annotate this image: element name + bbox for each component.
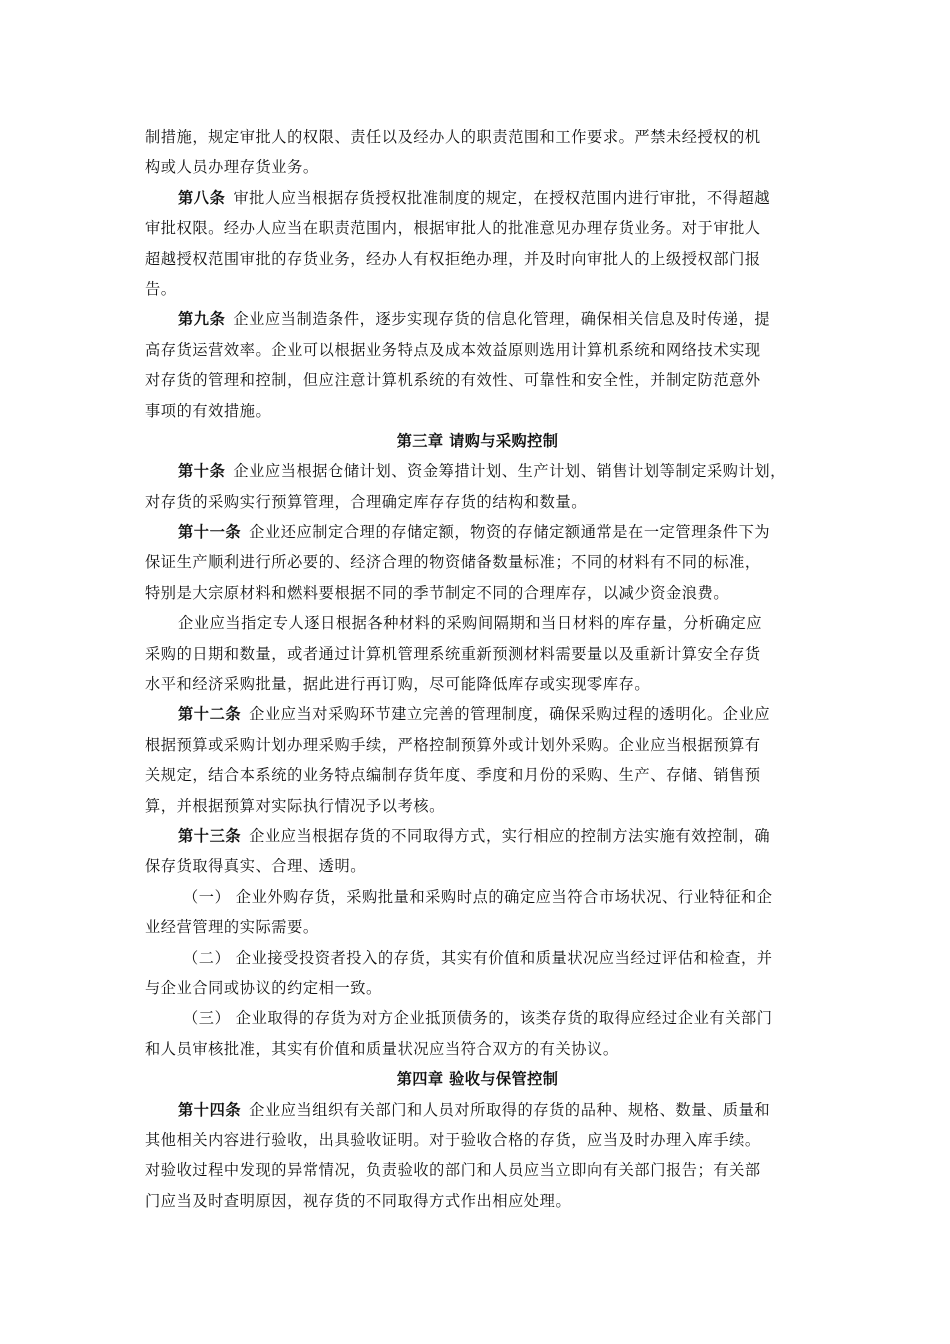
text-line xyxy=(145,1186,810,1216)
text-line xyxy=(145,669,810,699)
line-text: 企业应当指定专人逐日根据各种材料的采购间隔期和当日材料的库存量，分析确定应 xyxy=(178,614,763,633)
text-line xyxy=(145,912,810,942)
line-text: 对存货的采购实行预算管理，合理确定库存存货的结构和数量。 xyxy=(145,492,588,511)
article-paragraph xyxy=(145,304,810,426)
text-line xyxy=(145,639,810,669)
article-number: 第十二条 xyxy=(178,705,242,724)
document-page xyxy=(145,122,810,1216)
text-line xyxy=(145,821,810,851)
article-paragraph xyxy=(145,456,810,517)
line-text: 审批权限。经办人应当在职责范围内，根据审批人的批准意见办理存货业务。对于审批人 xyxy=(145,219,761,238)
text-line xyxy=(145,973,810,1003)
line-text: （一） 企业外购存货，采购批量和采购时点的确定应当符合市场状况、行业特征和企 xyxy=(183,887,773,906)
line-text: 企业应当根据仓储计划、资金筹措计划、生产计划、销售计划等制定采购计划， xyxy=(233,462,786,481)
line-text: 对验收过程中发现的异常情况，负责验收的部门和人员应当立即向有关部门报告；有关部 xyxy=(145,1161,761,1180)
article-number: 第十四条 xyxy=(178,1100,242,1119)
article-paragraph xyxy=(145,183,810,305)
text-line xyxy=(145,396,810,426)
chapter-heading xyxy=(145,1064,810,1094)
line-text: 超越授权范围审批的存货业务，经办人有权拒绝办理，并及时向审批人的上级授权部门报 xyxy=(145,249,761,268)
article-number: 第十条 xyxy=(178,462,226,481)
line-text: 企业应当对采购环节建立完善的管理制度，确保采购过程的透明化。企业应 xyxy=(249,705,771,724)
text-line xyxy=(145,1095,810,1125)
line-text: 保证生产顺利进行所必要的、经济合理的物资储备数量标准；不同的材料有不同的标准， xyxy=(145,553,761,572)
article-number: 第九条 xyxy=(178,310,226,329)
article-paragraph xyxy=(145,699,810,821)
paragraph xyxy=(145,882,810,943)
line-text: 审批人应当根据存货授权批准制度的规定，在授权范围内进行审批，不得超越 xyxy=(233,188,771,207)
text-line xyxy=(145,365,810,395)
text-line xyxy=(145,152,810,182)
line-text: 企业应当组织有关部门和人员对所取得的存货的品种、规格、数量、质量和 xyxy=(249,1100,771,1119)
text-line xyxy=(145,608,810,638)
line-text: 告。 xyxy=(145,279,177,298)
text-line xyxy=(145,943,810,973)
text-line xyxy=(145,213,810,243)
line-text: （二） 企业接受投资者投入的存货，其实有价值和质量状况应当经过评估和检查，并 xyxy=(183,948,773,967)
paragraph xyxy=(145,122,810,183)
text-line xyxy=(145,1125,810,1155)
text-line xyxy=(145,183,810,213)
text-line xyxy=(145,730,810,760)
article-number: 第十三条 xyxy=(178,826,242,845)
text-line xyxy=(145,882,810,912)
line-text: （三） 企业取得的存货为对方企业抵顶债务的，该类存货的取得应经过企业有关部门 xyxy=(183,1009,773,1028)
line-text: 企业应当制造条件，逐步实现存货的信息化管理，确保相关信息及时传递，提 xyxy=(233,310,771,329)
line-text: 其他相关内容进行验收，出具验收证明。对于验收合格的存货，应当及时办理入库手续。 xyxy=(145,1130,761,1149)
text-line xyxy=(145,335,810,365)
article-number: 第十一条 xyxy=(178,523,242,542)
article-paragraph xyxy=(145,821,810,882)
text-line xyxy=(145,244,810,274)
text-line xyxy=(145,487,810,517)
line-text: 采购的日期和数量，或者通过计算机管理系统重新预测材料需要量以及重新计算安全存货 xyxy=(145,644,761,663)
text-line xyxy=(145,517,810,547)
chapter-title: 第三章 请购与采购控制 xyxy=(396,431,559,450)
text-line xyxy=(145,1155,810,1185)
line-text: 业经营管理的实际需要。 xyxy=(145,918,319,937)
text-line xyxy=(145,547,810,577)
text-line xyxy=(145,1003,810,1033)
text-line xyxy=(145,304,810,334)
line-text: 水平和经济采购批量，据此进行再订购，尽可能降低库存或实现零库存。 xyxy=(145,675,651,694)
line-text: 根据预算或采购计划办理采购手续，严格控制预算外或计划外采购。企业应当根据预算有 xyxy=(145,735,761,754)
paragraph xyxy=(145,608,810,699)
text-line xyxy=(145,699,810,729)
line-text: 事项的有效措施。 xyxy=(145,401,272,420)
line-text: 和人员审核批准，其实有价值和质量状况应当符合双方的有关协议。 xyxy=(145,1039,619,1058)
line-text: 保存货取得真实、合理、透明。 xyxy=(145,857,367,876)
line-text: 与企业合同或协议的约定相一致。 xyxy=(145,978,382,997)
article-paragraph xyxy=(145,1095,810,1217)
chapter-heading xyxy=(145,426,810,456)
paragraph xyxy=(145,1003,810,1064)
line-text: 特别是大宗原材料和燃料要根据不同的季节制定不同的合理库存，以减少资金浪费。 xyxy=(145,583,730,602)
text-line xyxy=(145,456,810,486)
line-text: 算，并根据预算对实际执行情况予以考核。 xyxy=(145,796,445,815)
line-text: 门应当及时查明原因，视存货的不同取得方式作出相应处理。 xyxy=(145,1191,572,1210)
text-line xyxy=(145,791,810,821)
article-paragraph xyxy=(145,517,810,608)
line-text: 关规定，结合本系统的业务特点编制存货年度、季度和月份的采购、生产、存储、销售预 xyxy=(145,766,761,785)
line-text: 企业还应制定合理的存储定额，物资的存储定额通常是在一定管理条件下为 xyxy=(249,523,771,542)
article-number: 第八条 xyxy=(178,188,226,207)
chapter-title: 第四章 验收与保管控制 xyxy=(396,1070,559,1089)
text-line xyxy=(145,851,810,881)
line-text: 高存货运营效率。企业可以根据业务特点及成本效益原则选用计算机系统和网络技术实现 xyxy=(145,340,761,359)
line-text: 制措施，规定审批人的权限、责任以及经办人的职责范围和工作要求。严禁未经授权的机 xyxy=(145,128,761,146)
text-line xyxy=(145,1034,810,1064)
line-text: 构或人员办理存货业务。 xyxy=(145,158,319,177)
text-line xyxy=(145,122,810,152)
text-line xyxy=(145,274,810,304)
line-text: 对存货的管理和控制，但应注意计算机系统的有效性、可靠性和安全性，并制定防范意外 xyxy=(145,371,761,390)
text-line xyxy=(145,760,810,790)
text-line xyxy=(145,578,810,608)
paragraph xyxy=(145,943,810,1004)
line-text: 企业应当根据存货的不同取得方式，实行相应的控制方法实施有效控制，确 xyxy=(249,826,771,845)
